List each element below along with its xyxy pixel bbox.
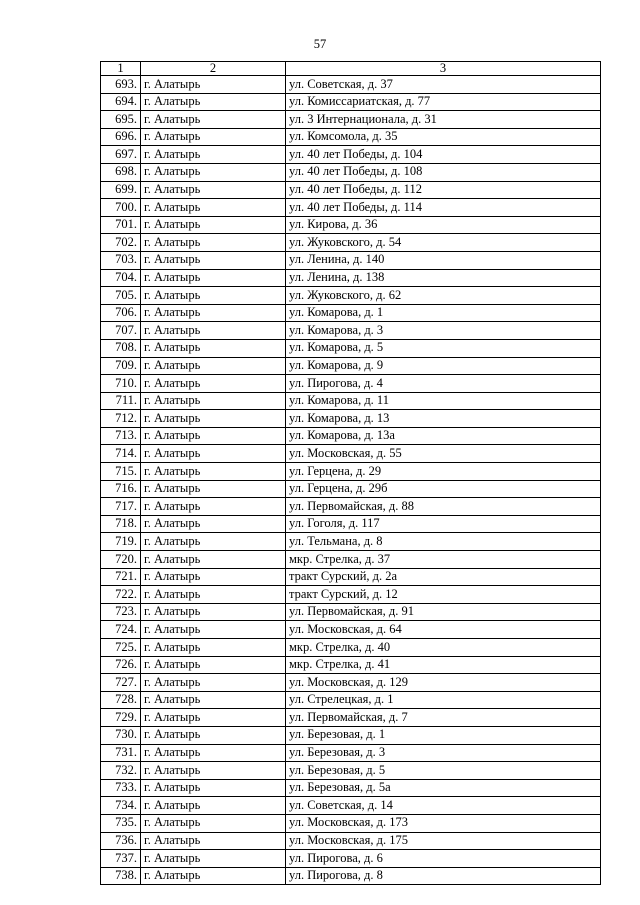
city-cell: г. Алатырь xyxy=(141,779,286,797)
city-cell: г. Алатырь xyxy=(141,744,286,762)
row-number-cell: 703. xyxy=(101,251,141,269)
row-number-cell: 714. xyxy=(101,445,141,463)
address-cell: ул. Стрелецкая, д. 1 xyxy=(286,691,601,709)
row-number-cell: 720. xyxy=(101,551,141,569)
table-row xyxy=(101,128,601,146)
table-row xyxy=(101,621,601,639)
city-cell: г. Алатырь xyxy=(141,181,286,199)
row-number-cell: 734. xyxy=(101,797,141,815)
row-number-cell: 736. xyxy=(101,832,141,850)
row-number-cell: 721. xyxy=(101,568,141,586)
table-row xyxy=(101,797,601,815)
row-number-cell: 726. xyxy=(101,656,141,674)
row-number-cell: 716. xyxy=(101,480,141,498)
table-row xyxy=(101,832,601,850)
table-row xyxy=(101,762,601,780)
table-row xyxy=(101,779,601,797)
row-number-cell: 718. xyxy=(101,515,141,533)
city-cell: г. Алатырь xyxy=(141,234,286,252)
table-row xyxy=(101,639,601,657)
table-row xyxy=(101,726,601,744)
city-cell: г. Алатырь xyxy=(141,832,286,850)
address-cell: ул. Березовая, д. 1 xyxy=(286,726,601,744)
address-cell: ул. Ленина, д. 140 xyxy=(286,251,601,269)
city-cell: г. Алатырь xyxy=(141,410,286,428)
address-cell: ул. Комарова, д. 13а xyxy=(286,427,601,445)
city-cell: г. Алатырь xyxy=(141,216,286,234)
city-cell: г. Алатырь xyxy=(141,709,286,727)
address-cell: мкр. Стрелка, д. 41 xyxy=(286,656,601,674)
address-cell: ул. Первомайская, д. 88 xyxy=(286,498,601,516)
address-cell: ул. Ленина, д. 138 xyxy=(286,269,601,287)
city-cell: г. Алатырь xyxy=(141,287,286,305)
row-number-cell: 697. xyxy=(101,146,141,164)
row-number-cell: 710. xyxy=(101,375,141,393)
table-row xyxy=(101,814,601,832)
table-row xyxy=(101,744,601,762)
address-cell: ул. Комарова, д. 3 xyxy=(286,322,601,340)
city-cell: г. Алатырь xyxy=(141,76,286,94)
row-number-cell: 724. xyxy=(101,621,141,639)
city-cell: г. Алатырь xyxy=(141,850,286,868)
city-cell: г. Алатырь xyxy=(141,515,286,533)
city-cell: г. Алатырь xyxy=(141,814,286,832)
address-cell: ул. Пирогова, д. 8 xyxy=(286,867,601,885)
address-cell: ул. Жуковского, д. 62 xyxy=(286,287,601,305)
address-cell: ул. Комарова, д. 5 xyxy=(286,339,601,357)
city-cell: г. Алатырь xyxy=(141,568,286,586)
row-number-cell: 706. xyxy=(101,304,141,322)
table-row xyxy=(101,93,601,111)
address-cell: ул. Жуковского, д. 54 xyxy=(286,234,601,252)
table-row xyxy=(101,111,601,129)
city-cell: г. Алатырь xyxy=(141,304,286,322)
city-cell: г. Алатырь xyxy=(141,199,286,217)
row-number-cell: 696. xyxy=(101,128,141,146)
table-row xyxy=(101,339,601,357)
address-cell: мкр. Стрелка, д. 37 xyxy=(286,551,601,569)
row-number-cell: 711. xyxy=(101,392,141,410)
table-row xyxy=(101,568,601,586)
city-cell: г. Алатырь xyxy=(141,762,286,780)
row-number-cell: 709. xyxy=(101,357,141,375)
address-cell: ул. Тельмана, д. 8 xyxy=(286,533,601,551)
address-cell: ул. Комарова, д. 11 xyxy=(286,392,601,410)
city-cell: г. Алатырь xyxy=(141,163,286,181)
city-cell: г. Алатырь xyxy=(141,586,286,604)
table-row xyxy=(101,691,601,709)
table-row xyxy=(101,216,601,234)
table-row xyxy=(101,533,601,551)
city-cell: г. Алатырь xyxy=(141,639,286,657)
table-row xyxy=(101,709,601,727)
city-cell: г. Алатырь xyxy=(141,603,286,621)
address-cell: ул. Московская, д. 64 xyxy=(286,621,601,639)
row-number-cell: 708. xyxy=(101,339,141,357)
table-row xyxy=(101,163,601,181)
row-number-cell: 727. xyxy=(101,674,141,692)
row-number-cell: 729. xyxy=(101,709,141,727)
table-row xyxy=(101,515,601,533)
address-cell: ул. Герцена, д. 29б xyxy=(286,480,601,498)
city-cell: г. Алатырь xyxy=(141,427,286,445)
address-cell: ул. Московская, д. 173 xyxy=(286,814,601,832)
table-row xyxy=(101,656,601,674)
table-row xyxy=(101,146,601,164)
table-row xyxy=(101,269,601,287)
table-row xyxy=(101,357,601,375)
address-cell: ул. Московская, д. 55 xyxy=(286,445,601,463)
table-row xyxy=(101,586,601,604)
address-cell: ул. Советская, д. 37 xyxy=(286,76,601,94)
table-row xyxy=(101,463,601,481)
address-cell: ул. 40 лет Победы, д. 108 xyxy=(286,163,601,181)
address-cell: ул. 40 лет Победы, д. 112 xyxy=(286,181,601,199)
city-cell: г. Алатырь xyxy=(141,322,286,340)
row-number-cell: 699. xyxy=(101,181,141,199)
address-cell: ул. Пирогова, д. 6 xyxy=(286,850,601,868)
column-header-number: 1 xyxy=(101,62,141,76)
address-cell: ул. 3 Интернационала, д. 31 xyxy=(286,111,601,129)
page-number: 57 xyxy=(313,37,327,51)
column-header-city: 2 xyxy=(141,62,286,76)
address-cell: ул. Гоголя, д. 117 xyxy=(286,515,601,533)
row-number-cell: 705. xyxy=(101,287,141,305)
table-row xyxy=(101,234,601,252)
table-row xyxy=(101,410,601,428)
table-row xyxy=(101,76,601,94)
row-number-cell: 702. xyxy=(101,234,141,252)
row-number-cell: 712. xyxy=(101,410,141,428)
table-row xyxy=(101,445,601,463)
row-number-cell: 719. xyxy=(101,533,141,551)
row-number-cell: 731. xyxy=(101,744,141,762)
row-number-cell: 738. xyxy=(101,867,141,885)
city-cell: г. Алатырь xyxy=(141,339,286,357)
table-row xyxy=(101,498,601,516)
address-cell: ул. Московская, д. 175 xyxy=(286,832,601,850)
table-row xyxy=(101,850,601,868)
city-cell: г. Алатырь xyxy=(141,498,286,516)
address-cell: ул. Комсомола, д. 35 xyxy=(286,128,601,146)
city-cell: г. Алатырь xyxy=(141,463,286,481)
address-cell: ул. Кирова, д. 36 xyxy=(286,216,601,234)
row-number-cell: 723. xyxy=(101,603,141,621)
row-number-cell: 715. xyxy=(101,463,141,481)
city-cell: г. Алатырь xyxy=(141,251,286,269)
table-row xyxy=(101,427,601,445)
row-number-cell: 717. xyxy=(101,498,141,516)
row-number-cell: 728. xyxy=(101,691,141,709)
city-cell: г. Алатырь xyxy=(141,93,286,111)
table-row xyxy=(101,392,601,410)
address-cell: ул. Герцена, д. 29 xyxy=(286,463,601,481)
city-cell: г. Алатырь xyxy=(141,726,286,744)
table-row xyxy=(101,867,601,885)
table-row xyxy=(101,181,601,199)
table-row xyxy=(101,251,601,269)
address-cell: ул. 40 лет Победы, д. 104 xyxy=(286,146,601,164)
address-cell: тракт Сурский, д. 12 xyxy=(286,586,601,604)
row-number-cell: 725. xyxy=(101,639,141,657)
table-row xyxy=(101,199,601,217)
address-cell: ул. Комиссариатская, д. 77 xyxy=(286,93,601,111)
row-number-cell: 733. xyxy=(101,779,141,797)
address-cell: мкр. Стрелка, д. 40 xyxy=(286,639,601,657)
city-cell: г. Алатырь xyxy=(141,111,286,129)
table-body xyxy=(101,76,601,885)
row-number-cell: 713. xyxy=(101,427,141,445)
table-row xyxy=(101,287,601,305)
city-cell: г. Алатырь xyxy=(141,621,286,639)
row-number-cell: 700. xyxy=(101,199,141,217)
address-cell: ул. Комарова, д. 1 xyxy=(286,304,601,322)
city-cell: г. Алатырь xyxy=(141,445,286,463)
row-number-cell: 701. xyxy=(101,216,141,234)
row-number-cell: 698. xyxy=(101,163,141,181)
address-cell: ул. Березовая, д. 3 xyxy=(286,744,601,762)
row-number-cell: 695. xyxy=(101,111,141,129)
address-cell: ул. Первомайская, д. 91 xyxy=(286,603,601,621)
row-number-cell: 737. xyxy=(101,850,141,868)
address-cell: ул. Советская, д. 14 xyxy=(286,797,601,815)
row-number-cell: 693. xyxy=(101,76,141,94)
row-number-cell: 735. xyxy=(101,814,141,832)
row-number-cell: 704. xyxy=(101,269,141,287)
address-table xyxy=(100,61,601,885)
address-cell: ул. Комарова, д. 9 xyxy=(286,357,601,375)
address-cell: ул. Московская, д. 129 xyxy=(286,674,601,692)
city-cell: г. Алатырь xyxy=(141,480,286,498)
row-number-cell: 694. xyxy=(101,93,141,111)
address-cell: ул. Пирогова, д. 4 xyxy=(286,375,601,393)
row-number-cell: 707. xyxy=(101,322,141,340)
row-number-cell: 722. xyxy=(101,586,141,604)
table-row xyxy=(101,375,601,393)
city-cell: г. Алатырь xyxy=(141,656,286,674)
city-cell: г. Алатырь xyxy=(141,146,286,164)
address-cell: ул. 40 лет Победы, д. 114 xyxy=(286,199,601,217)
table-row xyxy=(101,480,601,498)
address-cell: ул. Комарова, д. 13 xyxy=(286,410,601,428)
row-number-cell: 730. xyxy=(101,726,141,744)
city-cell: г. Алатырь xyxy=(141,691,286,709)
city-cell: г. Алатырь xyxy=(141,357,286,375)
city-cell: г. Алатырь xyxy=(141,533,286,551)
city-cell: г. Алатырь xyxy=(141,375,286,393)
city-cell: г. Алатырь xyxy=(141,867,286,885)
city-cell: г. Алатырь xyxy=(141,392,286,410)
city-cell: г. Алатырь xyxy=(141,128,286,146)
city-cell: г. Алатырь xyxy=(141,797,286,815)
table-row xyxy=(101,551,601,569)
table-row xyxy=(101,304,601,322)
row-number-cell: 732. xyxy=(101,762,141,780)
city-cell: г. Алатырь xyxy=(141,551,286,569)
city-cell: г. Алатырь xyxy=(141,674,286,692)
table-row xyxy=(101,603,601,621)
table-row xyxy=(101,322,601,340)
city-cell: г. Алатырь xyxy=(141,269,286,287)
table-header-row xyxy=(101,62,601,76)
address-cell: ул. Березовая, д. 5 xyxy=(286,762,601,780)
table-row xyxy=(101,674,601,692)
column-header-address: 3 xyxy=(286,62,601,76)
address-cell: ул. Березовая, д. 5а xyxy=(286,779,601,797)
address-cell: тракт Сурский, д. 2а xyxy=(286,568,601,586)
address-cell: ул. Первомайская, д. 7 xyxy=(286,709,601,727)
